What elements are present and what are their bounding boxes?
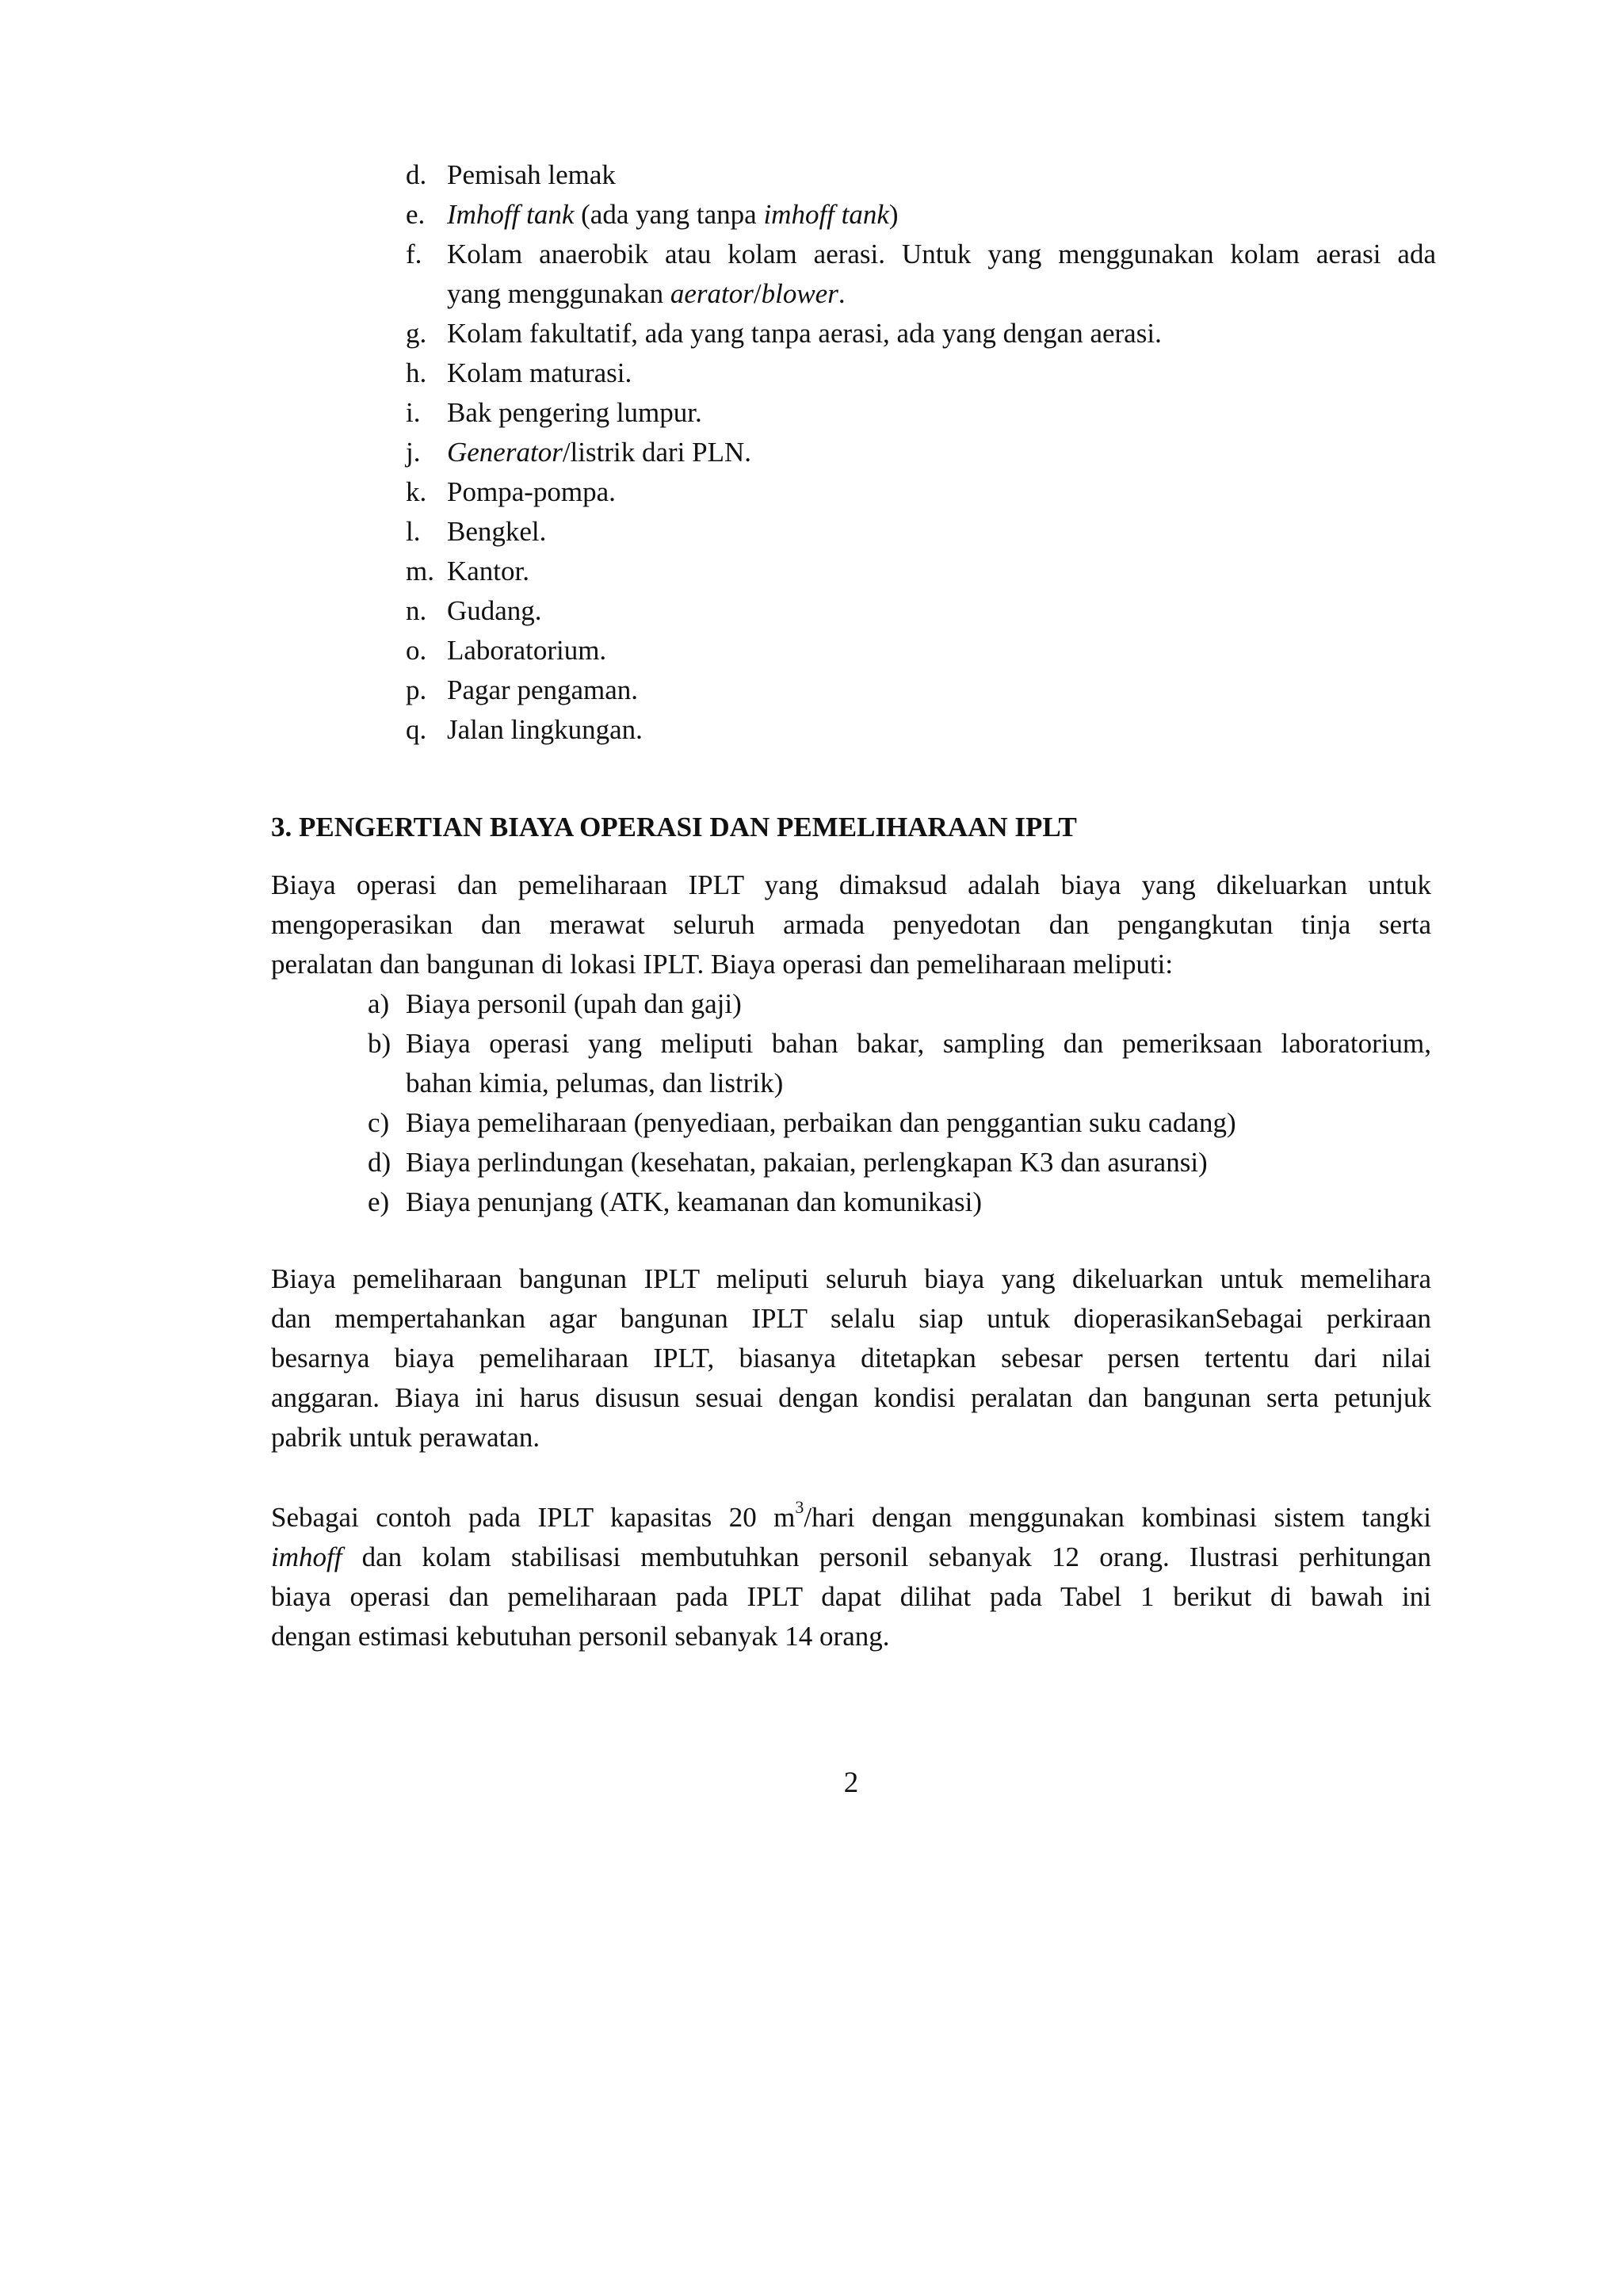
paragraph-line: Biaya operasi dan pemeliharaan IPLT yang dimaksud adalah biaya yang dikeluarkan untuk [271,869,1431,900]
list-item-text: Gudang. [447,595,542,626]
list-marker: e) [368,1186,390,1217]
paragraph-line: pabrik untuk perawatan. [271,1422,540,1453]
list-item [406,353,1436,393]
list-item-text: Pemisah lemak [447,159,616,190]
paragraph-line: imhoff dan kolam stabilisasi membutuhkan personil sebanyak 12 orang. Ilustrasi perhitungan [271,1541,1431,1572]
maintenance-paragraph [271,1259,1431,1457]
list-marker: m. [406,556,434,586]
list-item [406,512,1436,552]
page-number: 2 [843,1767,859,1799]
list-item-text: Biaya perlindungan (kesehatan, pakaian, perlengkapan K3 dan asuransi) [406,1147,1208,1178]
list-item [406,155,1436,195]
list-marker: c) [368,1107,390,1138]
list-item-text: Bengkel. [447,516,547,547]
list-marker: q. [406,714,427,745]
list-item [406,552,1436,591]
paragraph-line: Biaya pemeliharaan bangunan IPLT meliputi seluruh biaya yang dikeluarkan untuk memelihara [271,1263,1431,1294]
section-heading: 3. PENGERTIAN BIAYA OPERASI DAN PEMELIHARAAN IPLT [271,812,1077,842]
list-item-text: Kolam fakultatif, ada yang tanpa aerasi, ada yang dengan aerasi. [447,318,1162,349]
facilities-list [406,155,1436,750]
paragraph-line: biaya operasi dan pemeliharaan pada IPLT dapat dilihat pada Tabel 1 berikut di bawah ini [271,1581,1431,1612]
list-marker: k. [406,476,427,507]
list-item [406,591,1436,631]
list-marker: f. [406,239,422,269]
list-marker: l. [406,516,421,547]
list-marker: h. [406,357,427,388]
list-item-text: Imhoff tank (ada yang tanpa imhoff tank) [447,199,899,230]
list-item [368,1103,1431,1143]
paragraph-line: mengoperasikan dan merawat seluruh armada penyedotan dan pengangkutan tinja serta [271,909,1431,940]
list-item-text: Kolam anaerobik atau kolam aerasi. Untuk yang menggunakan kolam aerasi ada yang menggunakan aerator/blower. [447,239,1436,309]
list-item-text: Jalan lingkungan. [447,714,643,745]
list-item [406,472,1436,512]
paragraph-line: anggaran. Biaya ini harus disusun sesuai dengan kondisi peralatan dan bangunan serta petunjuk [271,1382,1431,1413]
list-item [406,670,1436,710]
list-marker: i. [406,397,421,428]
list-item [368,1182,1431,1222]
list-marker: g. [406,318,427,349]
list-marker: n. [406,595,427,626]
paragraph-line: dan mempertahankan agar bangunan IPLT selalu siap untuk dioperasikanSebagai perkiraan [271,1303,1431,1334]
list-marker: o. [406,635,427,666]
list-item-text: Bak pengering lumpur. [447,397,702,428]
list-item [368,1143,1431,1182]
list-item-text: Biaya pemeliharaan (penyediaan, perbaikan dan penggantian suku cadang) [406,1107,1236,1138]
list-item-text: Pagar pengaman. [447,674,639,705]
list-marker: e. [406,199,426,230]
list-item [406,393,1436,433]
intro-paragraph [271,865,1431,984]
list-item [368,984,1431,1024]
list-item-text: Biaya personil (upah dan gaji) [406,988,742,1019]
list-item [406,235,1436,314]
list-item [406,710,1436,750]
list-item [368,1024,1431,1103]
list-item [406,314,1436,353]
paragraph-line: dengan estimasi kebutuhan personil sebanyak 14 orang. [271,1621,890,1652]
list-item-text: Generator/listrik dari PLN. [447,437,751,468]
list-marker: d. [406,159,427,190]
list-item [406,195,1436,235]
list-marker: d) [368,1147,391,1178]
paragraph-line: Sebagai contoh pada IPLT kapasitas 20 $m^3$/hari dengan menggunakan kombinasi sistem tangki [271,1497,1431,1533]
list-marker: a) [368,988,390,1019]
paragraph-line: peralatan dan bangunan di lokasi IPLT. Biaya operasi dan pemeliharaan meliputi: [271,949,1174,980]
list-item-text: Kantor. [447,556,530,586]
list-marker: b) [368,1028,391,1059]
paragraph-line: besarnya biaya pemeliharaan IPLT, biasanya ditetapkan sebesar persen tertentu dari nilai [271,1343,1431,1373]
cost-items-list [368,984,1431,1222]
list-item-text: Pompa-pompa. [447,476,616,507]
list-item [406,433,1436,472]
list-item [406,631,1436,670]
list-item-text: Kolam maturasi. [447,357,632,388]
list-item-text: Laboratorium. [447,635,607,666]
example-paragraph [271,1498,1431,1656]
list-item-text: Biaya penunjang (ATK, keamanan dan komunikasi) [406,1186,983,1217]
list-marker: p. [406,674,427,705]
list-item-text: Biaya operasi yang meliputi bahan bakar, sampling dan pemeriksaan laboratorium, bahan kimia, pelumas, dan listrik) [406,1028,1431,1098]
list-marker: j. [406,437,421,468]
